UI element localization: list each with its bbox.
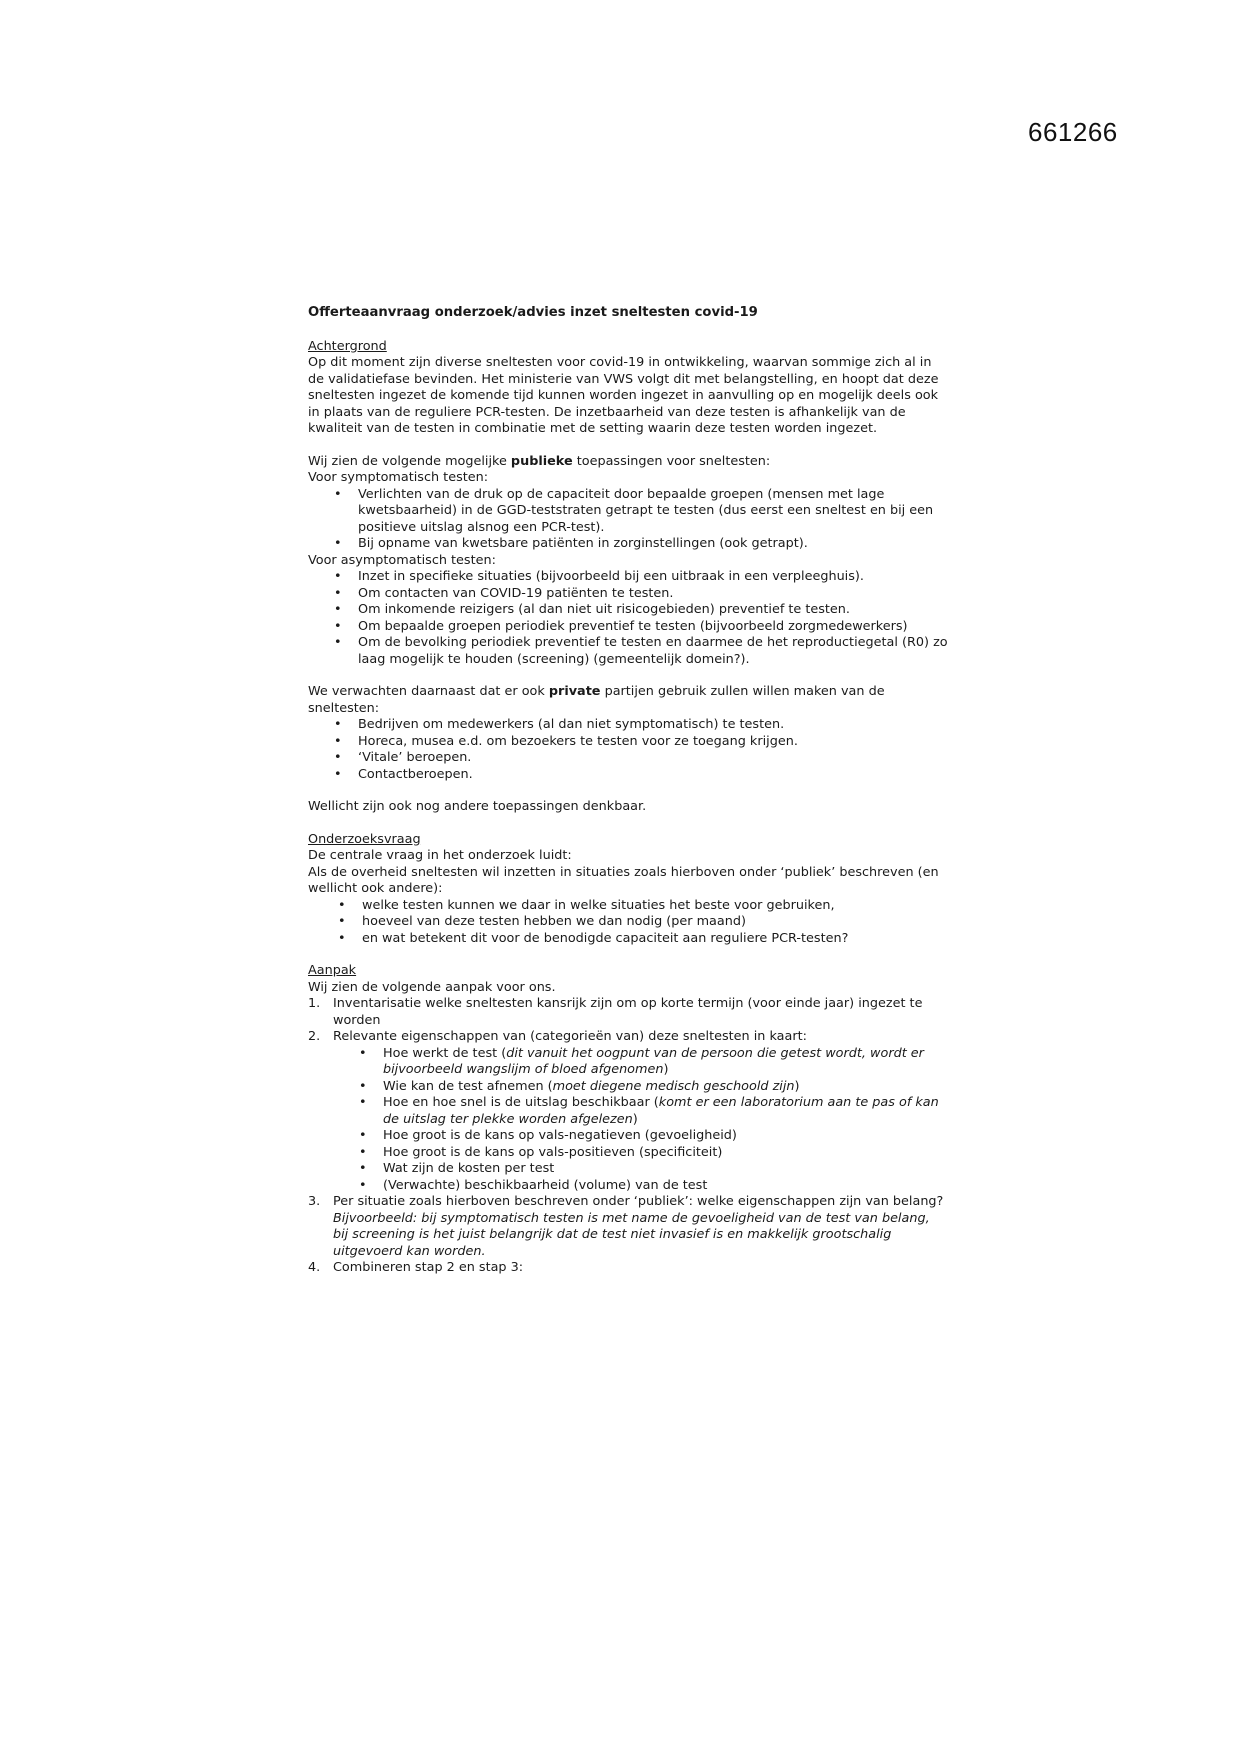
aanpak-step-3-example: Bijvoorbeeld: bij symptomatisch testen is met name de gevoeligheid van de test van belang, bij screening is het juist belangrijk dat de test niet invasief is en makkelijk grootschalig uitgevoerd kan worden.: [333, 1210, 930, 1259]
list-item: • Om de bevolking periodiek preventief te testen en daarmee de het reproductiegetal (R0) zo laag mogelijk te houden (screening) (gemeentelijk domein?).: [358, 635, 948, 668]
symptomatisch-label: Voor symptomatisch testen:: [308, 470, 489, 485]
list-item: • Wie kan de test afnemen (moet diegene medisch geschoold zijn): [383, 1079, 948, 1096]
symptomatisch-list: [308, 487, 948, 553]
document-title: Offerteaanvraag onderzoek/advies inzet sneltesten covid-19: [308, 305, 758, 320]
list-item: • Verlichten van de druk op de capaciteit door bepaalde groepen (mensen met lage kwetsbaarheid) in de GGD-teststraten getrapt te testen (dus eerst een sneltest en bij een positieve uitslag alsnog een PCR-test).: [358, 487, 948, 537]
onderzoeksvraag-line1: De centrale vraag in het onderzoek luidt:: [308, 848, 572, 863]
aanpak-step-3-text: Per situatie zoals hierboven beschreven onder ‘publiek’: welke eigenschappen zijn van belang?: [333, 1194, 944, 1209]
list-item: • Om bepaalde groepen periodiek preventief te testen (bijvoorbeeld zorgmedewerkers): [358, 619, 948, 636]
onderzoeksvraag-line2: Als de overheid sneltesten wil inzetten in situaties zoals hierboven onder ‘publiek’ beschreven (en wellicht ook andere):: [308, 864, 939, 896]
heading-aanpak: Aanpak: [308, 963, 357, 978]
list-item: • Wat zijn de kosten per test: [383, 1161, 948, 1178]
list-item: • Bedrijven om medewerkers (al dan niet symptomatisch) te testen.: [358, 717, 948, 734]
private-intro: We verwachten daarnaast dat er ook private partijen gebruik zullen willen maken van de sneltesten:: [308, 684, 885, 716]
list-item: • welke testen kunnen we daar in welke situaties het beste voor gebruiken,: [362, 898, 948, 915]
heading-achtergrond: Achtergrond: [308, 338, 387, 354]
heading-onderzoeksvraag: Onderzoeksvraag: [308, 831, 421, 847]
list-item: • ‘Vitale’ beroepen.: [358, 750, 948, 767]
aanpak-intro: Wij zien de volgende aanpak voor ons.: [308, 979, 556, 995]
private-list: [308, 717, 948, 783]
aanpak-steps: [308, 996, 948, 1277]
onderzoeksvraag-list: [308, 898, 948, 948]
aanpak-step-3: [333, 1194, 948, 1260]
aanpak-step-1: Inventarisatie welke sneltesten kansrijk zijn om op korte termijn (voor einde jaar) ingezet te worden: [333, 996, 923, 1028]
list-item: • (Verwachte) beschikbaarheid (volume) van de test: [383, 1178, 948, 1195]
list-item: • Horeca, musea e.d. om bezoekers te testen voor ze toegang krijgen.: [358, 734, 948, 751]
asymptomatisch-label: Voor asymptomatisch testen:: [308, 552, 496, 568]
list-item: • Hoe werkt de test (dit vanuit het oogpunt van de persoon die getest wordt, wordt er bijvoorbeeld wangslijm of bloed afgenomen): [383, 1046, 948, 1079]
paragraph-andere: Wellicht zijn ook nog andere toepassingen denkbaar.: [308, 799, 647, 814]
list-item: • Hoe groot is de kans op vals-negatieven (gevoeligheid): [383, 1128, 948, 1145]
list-item: • Om contacten van COVID-19 patiënten te testen.: [358, 586, 948, 603]
list-item: • Contactberoepen.: [358, 767, 948, 784]
document-number: 661266: [1028, 117, 1118, 147]
aanpak-step-4: Combineren stap 2 en stap 3:: [333, 1260, 524, 1275]
list-item: • Hoe groot is de kans op vals-positieven (specificiteit): [383, 1145, 948, 1162]
aanpak-step-2: [333, 1029, 948, 1194]
eigenschappen-list: [333, 1046, 948, 1195]
list-item: • Om inkomende reizigers (al dan niet uit risicogebieden) preventief te testen.: [358, 602, 948, 619]
list-item: • Inzet in specifieke situaties (bijvoorbeeld bij een uitbraak in een verpleeghuis).: [358, 569, 948, 586]
paragraph-achtergrond: Op dit moment zijn diverse sneltesten voor covid-19 in ontwikkeling, waarvan sommige zich al in de validatiefase bevinden. Het ministerie van VWS volgt dit met belangstelling, en hoopt dat deze sneltesten ingezet de komende tijd kunnen worden ingezet in aanvulling op en mogelijk deels ook in plaats van de reguliere PCR-testen. De inzetbaarheid van deze testen is afhankelijk van de kwaliteit van de testen in combinatie met de setting waarin deze testen worden ingezet.: [308, 355, 939, 436]
aanpak-step-2-text: Relevante eigenschappen van (categorieën van) deze sneltesten in kaart:: [333, 1029, 807, 1044]
publiek-intro: Wij zien de volgende mogelijke publieke toepassingen voor sneltesten:: [308, 453, 771, 469]
list-item: • en wat betekent dit voor de benodigde capaciteit aan reguliere PCR-testen?: [362, 931, 948, 948]
list-item: • Hoe en hoe snel is de uitslag beschikbaar (komt er een laboratorium aan te pas of kan de uitslag ter plekke worden afgelezen): [383, 1095, 948, 1128]
list-item: • hoeveel van deze testen hebben we dan nodig (per maand): [362, 914, 948, 931]
list-item: • Bij opname van kwetsbare patiënten in zorginstellingen (ook getrapt).: [358, 536, 948, 553]
asymptomatisch-list: [308, 569, 948, 668]
document-body: [308, 305, 948, 1277]
